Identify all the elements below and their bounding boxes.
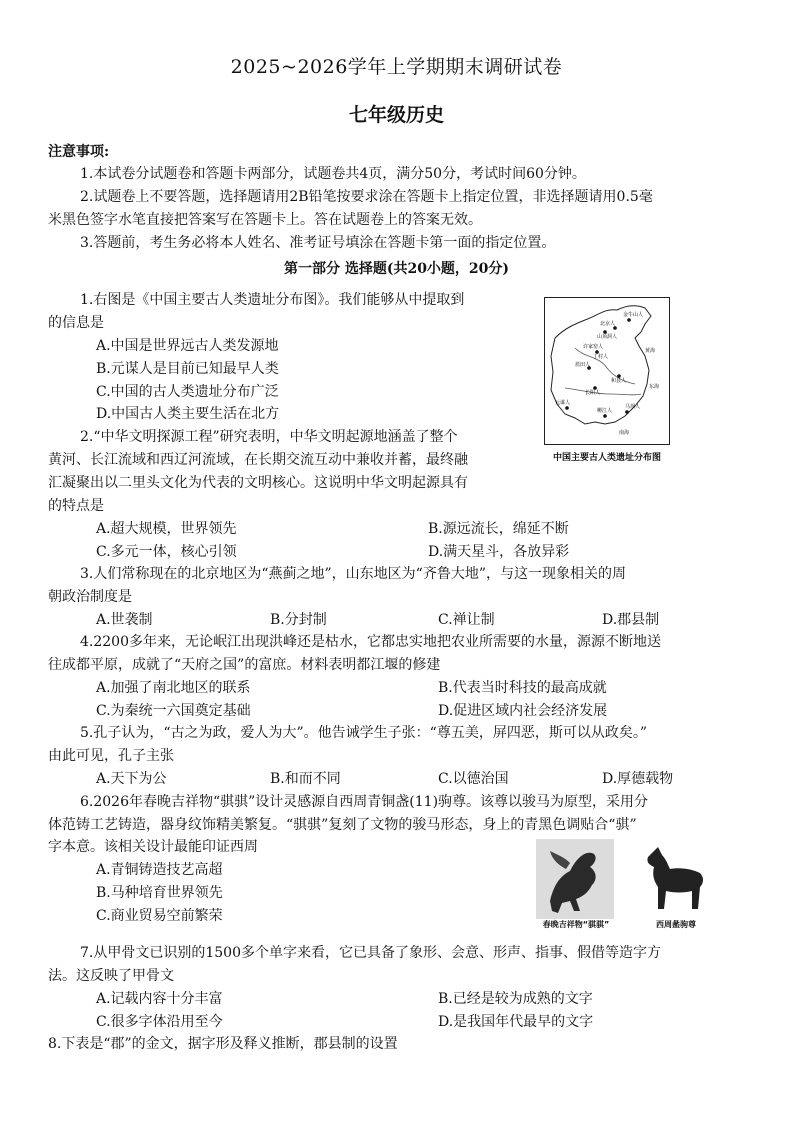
ancient-human-sites-map (544, 297, 670, 445)
q5-stem: 由此可见，孔子主张 (48, 748, 174, 764)
q7-stem: 7.从甲骨文已识别的1500多个单字来看，它已具备了象形、会意、形声、指事、假借等造字方 (80, 945, 661, 961)
q5-stem: 5.孔子认为，“古之为政，爱人为大”。他告诫学生子张：“尊五美，屏四恶，斯可以从政矣。” (80, 725, 647, 741)
section-title: 第一部分 选择题(共20小题，20分) (283, 261, 510, 277)
q1-stem: 1.右图是《中国主要古人类遗址分布图》。我们能够从中提取到 (80, 292, 465, 308)
q5-option-b: B.和而不同 (270, 771, 341, 787)
notice-item: 米黑色签字水笔直接把答案写在答题卡上。答在试题卷上的答案无效。 (48, 212, 482, 228)
map-label: 南海 (619, 430, 630, 436)
q2-stem: 的特点是 (48, 498, 104, 514)
q4-option-b: B.代表当时科技的最高成就 (438, 680, 607, 696)
q3-stem: 朝政治制度是 (48, 589, 132, 605)
q8-stem: 8.下表是“郡”的金文，据字形及释义推断，郡县制的设置 (48, 1036, 398, 1052)
q3-option-d: D.郡县制 (602, 612, 660, 628)
map-label: 北京人 (600, 321, 616, 327)
map-label: 丁村人 (593, 354, 609, 360)
q2-option-d: D.满天星斗，各放异彩 (428, 544, 570, 560)
bronze-horse-zun-image (634, 839, 716, 919)
map-caption: 中国主要古人类遗址分布图 (552, 453, 661, 463)
q6-stem: 体范铸工艺铸造，器身纹饰精美繁复。“骐骐”复刻了文物的骏马形态，身上的青黑色调贴合“骐” (48, 817, 637, 833)
q7-option-c: C.很多字体沿用至今 (96, 1014, 223, 1030)
mascot-caption-left: 春晚吉祥物“骐骐” (542, 920, 610, 929)
q4-option-a: A.加强了南北地区的联系 (96, 680, 251, 696)
notice-item: 1.本试卷分试题卷和答题卡两部分，试题卷共4页，满分50分，考试时间60分钟。 (80, 166, 586, 182)
q4-stem: 往成都平原，成就了“天府之国”的富庶。材料表明都江堰的修建 (48, 657, 441, 673)
mascot-qiqi-image (536, 839, 614, 919)
q2-stem: 汇凝聚出以二里头文化为代表的文明核心。这说明中华文明起源具有 (48, 475, 468, 491)
q7-option-a: A.记载内容十分丰富 (96, 991, 223, 1007)
q2-option-a: A.超大规模，世界领先 (96, 521, 237, 537)
q5-option-d: D.厚德载物 (602, 771, 674, 787)
exam-title: 2025~2026学年上学期期末调研试卷 (230, 56, 563, 78)
notice-item: 3.答题前，考生务必将本人姓名、准考证号填涂在答题卡第一面的指定位置。 (80, 235, 556, 251)
map-label: 蓝田人 (575, 362, 591, 368)
q1-option-c: C.中国的古人类遗址分布广泛 (96, 384, 279, 400)
mascot-caption-right: 西周盠驹尊 (656, 920, 696, 929)
q3-option-c: C.禅让制 (438, 612, 495, 628)
map-label: 和县人 (611, 378, 627, 384)
map-label: 长阳人 (585, 390, 601, 396)
q2-stem: 黄河、长江流域和西辽河流域，在长期交流互动中兼收并蓄，最终融 (48, 452, 468, 468)
q4-option-c: C.为秦统一六国奠定基础 (96, 703, 251, 719)
q5-option-a: A.天下为公 (96, 771, 167, 787)
q3-option-b: B.分封制 (270, 612, 327, 628)
map-label: 东海 (649, 384, 660, 390)
q3-stem: 3.人们常称现在的北京地区为“燕蓟之地”，山东地区为“齐鲁大地”，与这一现象相关的周 (80, 566, 626, 582)
q7-option-d: D.是我国年代最早的文字 (438, 1014, 594, 1030)
q1-stem: 的信息是 (48, 315, 104, 331)
map-label: 山顶洞人 (597, 334, 618, 340)
q1-option-b: B.元谋人是目前已知最早人类 (96, 361, 279, 377)
notice-item: 2.试题卷上不要答题，选择题请用2B铅笔按要求涂在答题卡上指定位置，非选择题请用0.5毫 (80, 189, 653, 205)
q6-stem: 字本意。该相关设计最能印证西周 (48, 839, 258, 855)
q7-option-b: B.已经是较为成熟的文字 (438, 991, 593, 1007)
map-label: 黄海 (645, 348, 656, 354)
q4-option-d: D.促进区域内社会经济发展 (438, 703, 608, 719)
map-label: 许家窑人 (583, 344, 604, 350)
q3-option-a: A.世袭制 (96, 612, 153, 628)
q1-option-d: D.中国古人类主要生活在北方 (96, 406, 280, 422)
map-label: 马坝人 (625, 404, 641, 410)
map-label: 金牛山人 (623, 312, 644, 318)
q6-stem: 6.2026年春晚吉祥物“骐骐”设计灵感源自西周青铜盏(11)驹尊。该尊以骏马为原型，采用分 (80, 794, 649, 810)
map-label: 柳江人 (597, 408, 613, 414)
q4-stem: 4.2200多年来，无论岷江出现洪峰还是枯水，它都忠实地把农业所需要的水量，源源不断地送 (80, 634, 661, 650)
q2-option-c: C.多元一体，核心引领 (96, 544, 237, 560)
q6-option-a: A.青铜铸造技艺高超 (96, 862, 223, 878)
exam-subtitle: 七年级历史 (348, 104, 444, 126)
q5-option-c: C.以德治国 (438, 771, 509, 787)
q6-option-b: B.马种培育世界领先 (96, 885, 223, 901)
q2-option-b: B.源远流长，绵延不断 (428, 521, 569, 537)
q1-option-a: A.中国是世界远古人类发源地 (96, 338, 279, 354)
q6-option-c: C.商业贸易空前繁荣 (96, 908, 223, 924)
notice-heading: 注意事项: (48, 144, 110, 160)
q7-stem: 法。这反映了甲骨文 (48, 968, 174, 984)
map-label: 元谋人 (555, 400, 571, 406)
q2-stem: 2.“中华文明探源工程”研究表明，中华文明起源地涵盖了整个 (80, 429, 458, 445)
